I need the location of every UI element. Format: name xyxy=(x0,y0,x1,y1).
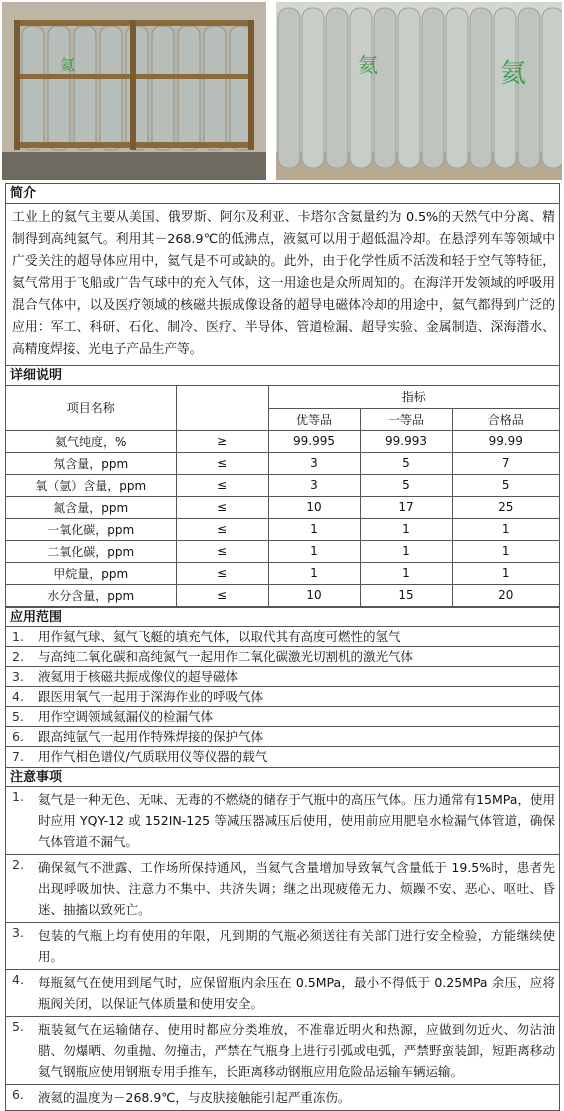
spec-item-name: 水分含量，ppm xyxy=(6,584,176,606)
header-item-name: 项目名称 xyxy=(6,386,176,430)
spec-table xyxy=(6,386,559,607)
list-item-number: 6. xyxy=(12,728,24,744)
list-item-text: 与高纯二氧化碳和高纯氮气一起用作二氧化碳激光切割机的激光气体 xyxy=(38,648,414,664)
list-item xyxy=(6,855,559,923)
spec-header-row xyxy=(6,386,559,408)
spec-operator: ≤ xyxy=(176,540,268,562)
cylinder-label-right-1: 氦 xyxy=(358,53,378,77)
list-item-text: 包装的气瓶上均有使用的年限，凡到期的气瓶必须送往有关部门进行安全检验，方能继续使用。 xyxy=(38,927,555,964)
gas-cylinder xyxy=(278,8,300,168)
spec-value-qualified: 1 xyxy=(452,518,559,540)
spec-title: 详细说明 xyxy=(6,366,559,386)
product-spec-sheet xyxy=(5,183,560,1111)
usage-title: 应用范围 xyxy=(6,607,559,627)
list-item xyxy=(6,627,559,647)
list-item-text: 液氦用于核磁共振成像仪的超导磁体 xyxy=(38,668,239,684)
spec-value-first: 17 xyxy=(360,496,452,518)
spec-row xyxy=(6,430,559,452)
list-item-text: 确保氦气不泄露、工作场所保持通风，当氦气含量增加导致氧气含量低于 19.5%时，患者先出现呼吸加快、注意力不集中、共济失调；继之出现疲倦无力、烦躁不安、恶心、呕吐、昏迷、抽搐以致死亡。 xyxy=(38,859,555,917)
spec-value-premium: 99.995 xyxy=(268,430,360,452)
cylinder-rack-photo xyxy=(2,2,266,180)
cylinder-label-left: 氦 xyxy=(60,56,76,74)
list-item xyxy=(6,667,559,687)
spec-value-qualified: 5 xyxy=(452,474,559,496)
cylinder-row-image xyxy=(276,2,562,180)
spec-value-first: 1 xyxy=(360,562,452,584)
gas-cylinder xyxy=(542,8,562,168)
list-item-number: 7. xyxy=(12,748,24,764)
gas-cylinder xyxy=(100,26,122,150)
list-item xyxy=(6,727,559,747)
spec-item-name: 氦气纯度，% xyxy=(6,430,176,452)
list-item-text: 每瓶氦气在使用到尾气时，应保留瓶内余压在 0.5MPa，最小不得低于 0.25MPa 余压，应将瓶阀关闭，以保证气体质量和使用安全。 xyxy=(38,974,555,1011)
intro-title: 简介 xyxy=(6,184,559,204)
gas-cylinder xyxy=(326,8,348,168)
list-item-number: 4. xyxy=(12,688,24,704)
spec-value-qualified: 1 xyxy=(452,540,559,562)
gas-cylinder xyxy=(350,8,372,168)
list-item-number: 4. xyxy=(12,971,24,987)
spec-value-first: 1 xyxy=(360,518,452,540)
gas-cylinder xyxy=(446,8,468,168)
list-item-text: 液氦的温度为－268.9℃，与皮肤接触能引起严重冻伤。 xyxy=(38,1089,351,1105)
list-item-number: 2. xyxy=(12,856,24,872)
spec-row xyxy=(6,496,559,518)
list-item-number: 1. xyxy=(12,628,24,644)
spec-value-premium: 1 xyxy=(268,562,360,584)
gas-cylinder xyxy=(126,26,148,150)
list-item xyxy=(6,1085,559,1110)
spec-row xyxy=(6,584,559,606)
list-item-number: 3. xyxy=(12,668,24,684)
spec-value-first: 5 xyxy=(360,474,452,496)
list-item-number: 2. xyxy=(12,648,24,664)
spec-item-name: 氮含量，ppm xyxy=(6,496,176,518)
list-item xyxy=(6,787,559,855)
gas-cylinder xyxy=(48,26,70,150)
list-item-text: 用作气相色谱仪/气质联用仪等仪器的载气 xyxy=(38,748,268,764)
spec-row xyxy=(6,452,559,474)
list-item xyxy=(6,747,559,767)
gas-cylinder xyxy=(470,8,492,168)
spec-value-premium: 1 xyxy=(268,518,360,540)
spec-operator: ≤ xyxy=(176,452,268,474)
gas-cylinder xyxy=(178,26,200,150)
list-item-text: 瓶装氦气在运输储存、使用时都应分类堆放，不准靠近明火和热源，应做到勿近火、勿沾油腊、勿爆晒、勿重抛、勿撞击，严禁在气瓶身上进行引弧或电弧，严禁野蛮装卸，短距离移动氦气钢瓶应使用钢瓶专用手推车，长距离移动钢瓶应用危险品运输车辆运输。 xyxy=(38,1021,555,1079)
spec-value-first: 1 xyxy=(360,540,452,562)
spec-item-name: 一氧化碳，ppm xyxy=(6,518,176,540)
list-item xyxy=(6,687,559,707)
gas-cylinder xyxy=(374,8,396,168)
spec-row xyxy=(6,562,559,584)
gas-cylinder xyxy=(398,8,420,168)
spec-row xyxy=(6,518,559,540)
list-item-text: 跟高纯氩气一起用作特殊焊接的保护气体 xyxy=(38,728,264,744)
list-item xyxy=(6,970,559,1017)
spec-value-first: 5 xyxy=(360,452,452,474)
spec-operator: ≤ xyxy=(176,474,268,496)
spec-value-qualified: 7 xyxy=(452,452,559,474)
header-operator xyxy=(176,386,268,430)
spec-value-first: 99.993 xyxy=(360,430,452,452)
spec-item-name: 氖含量，ppm xyxy=(6,452,176,474)
intro-text: 工业上的氦气主要从美国、俄罗斯、阿尔及利亚、卡塔尔含氦量约为 0.5%的天然气中分离、精制得到高纯氦气。利用其－268.9℃的低沸点，液氦可以用于超低温冷却。在悬浮列车等领域中广受关注的超导体应用中，氦气是不可或缺的。此外，由于化学性质不活泼和轻于空气等特征，氦气常用于飞船或广告气球中的充入气体，这一用途也是众所周知的。在海洋开发领域的呼吸用混合气体中，以及医疗领域的核磁共振成像设备的超导电磁体冷却的用途中，氦气都得到广泛的应用：军工、科研、石化、制冷、医疗、半导体、管道检漏、超导实验、金属制造、深海潜水、高精度焊接、光电子产品生产等。 xyxy=(6,204,559,366)
gas-cylinder xyxy=(204,26,226,150)
spec-row xyxy=(6,540,559,562)
grade-first: 一等品 xyxy=(360,408,452,430)
gas-cylinder xyxy=(22,26,44,150)
spec-item-name: 氧（氩）含量，ppm xyxy=(6,474,176,496)
list-item-text: 氦气是一种无色、无味、无毒的不燃烧的储存于气瓶中的高压气体。压力通常有15MPa，使用时应用 YQY-12 或 152IN-125 等减压器减压后使用，使用前应用肥皂水检漏气体管道，确保气体管道不漏气。 xyxy=(38,791,555,849)
list-item-text: 用作空调领域氦漏仪的检漏气体 xyxy=(38,708,214,724)
spec-value-premium: 3 xyxy=(268,474,360,496)
list-item xyxy=(6,923,559,970)
spec-operator: ≤ xyxy=(176,518,268,540)
usage-list xyxy=(6,627,559,767)
spec-item-name: 甲烷量，ppm xyxy=(6,562,176,584)
list-item-number: 6. xyxy=(12,1086,24,1102)
cylinder-row-photo xyxy=(276,2,562,180)
notes-title: 注意事项 xyxy=(6,767,559,787)
list-item-number: 5. xyxy=(12,1018,24,1034)
spec-value-premium: 10 xyxy=(268,584,360,606)
spec-operator: ≤ xyxy=(176,584,268,606)
spec-value-qualified: 1 xyxy=(452,562,559,584)
list-item-number: 3. xyxy=(12,924,24,940)
gas-cylinder xyxy=(74,26,96,150)
spec-value-premium: 10 xyxy=(268,496,360,518)
cylinder-label-right-2: 氦 xyxy=(500,59,527,89)
spec-operator: ≥ xyxy=(176,430,268,452)
gas-cylinder xyxy=(302,8,324,168)
list-item xyxy=(6,1017,559,1085)
spec-operator: ≤ xyxy=(176,496,268,518)
gas-cylinder xyxy=(422,8,444,168)
spec-value-qualified: 20 xyxy=(452,584,559,606)
list-item-number: 5. xyxy=(12,708,24,724)
gas-cylinder xyxy=(152,26,174,150)
product-photos xyxy=(0,0,564,182)
spec-value-first: 15 xyxy=(360,584,452,606)
list-item-text: 跟医用氧气一起用于深海作业的呼吸气体 xyxy=(38,688,264,704)
spec-value-qualified: 99.99 xyxy=(452,430,559,452)
spec-value-qualified: 25 xyxy=(452,496,559,518)
spec-operator: ≤ xyxy=(176,562,268,584)
list-item-number: 1. xyxy=(12,788,24,804)
list-item xyxy=(6,647,559,667)
grade-premium: 优等品 xyxy=(268,408,360,430)
header-index: 指标 xyxy=(268,386,559,408)
list-item-text: 用作氦气球、氦气飞艇的填充气体，以取代其有高度可燃性的氢气 xyxy=(38,628,401,644)
spec-value-premium: 1 xyxy=(268,540,360,562)
grade-qualified: 合格品 xyxy=(452,408,559,430)
cylinder-rack-image xyxy=(2,2,266,180)
spec-item-name: 二氧化碳，ppm xyxy=(6,540,176,562)
spec-row xyxy=(6,474,559,496)
spec-value-premium: 3 xyxy=(268,452,360,474)
list-item xyxy=(6,707,559,727)
notes-list xyxy=(6,787,559,1110)
